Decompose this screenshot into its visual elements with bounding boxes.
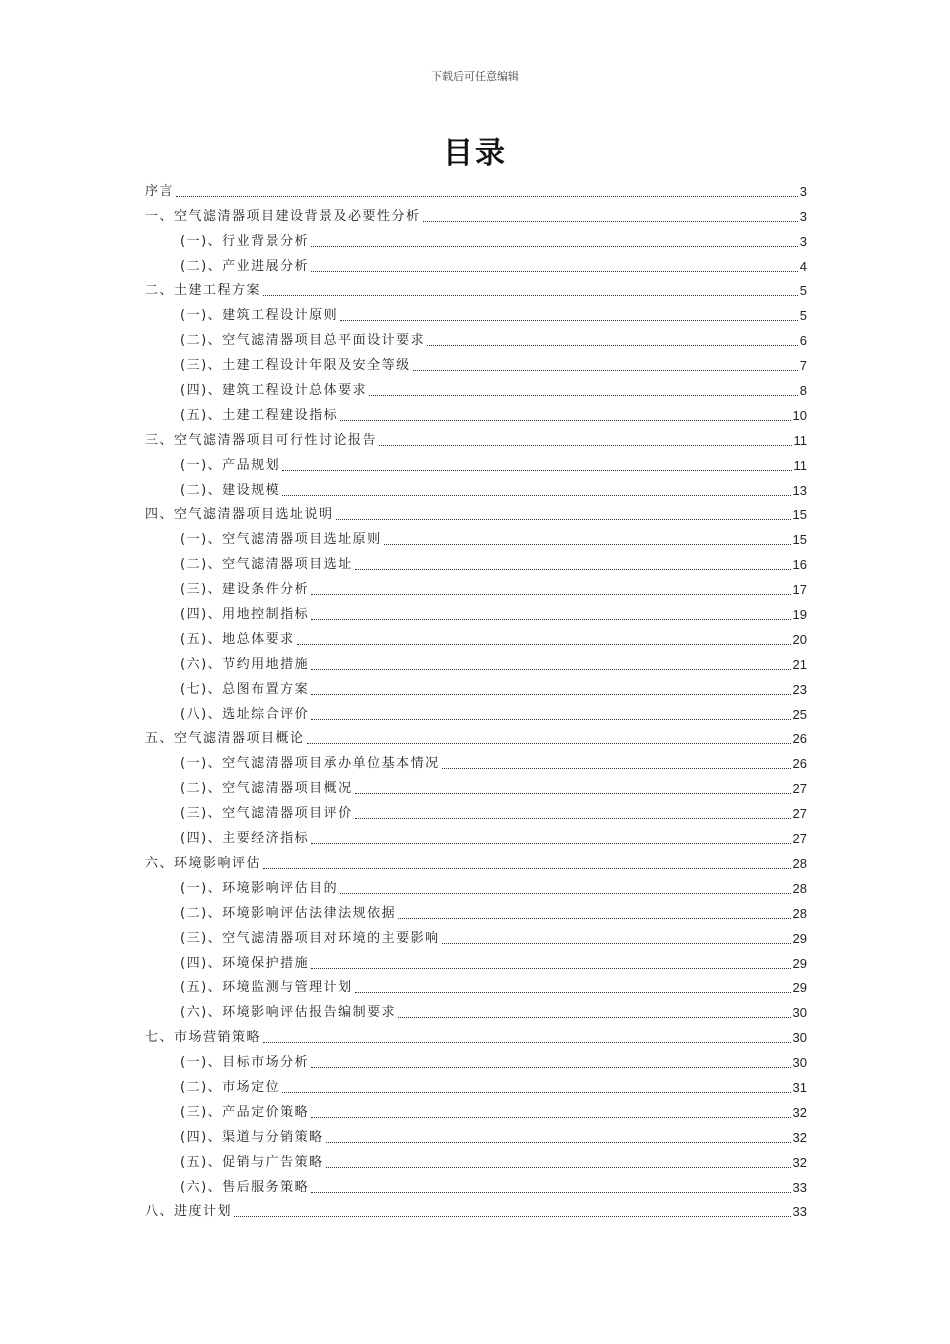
toc-entry-page: 4	[799, 258, 807, 274]
toc-entry-label: 五、空气滤清器项目概论	[145, 731, 305, 747]
toc-entry[interactable]	[145, 226, 807, 251]
toc-entry-label: (六)、售后服务策略	[180, 1179, 310, 1195]
toc-entry-page: 29	[792, 980, 807, 996]
toc-entry-label: (八)、选址综合评价	[180, 706, 310, 722]
toc-entry-page: 3	[799, 208, 807, 224]
toc-entry-page: 10	[792, 407, 807, 423]
toc-entry[interactable]	[145, 724, 807, 749]
toc-entry-page: 3	[799, 233, 807, 249]
toc-entry-page: 28	[792, 880, 807, 896]
toc-entry[interactable]	[145, 300, 807, 325]
toc-entry-page: 23	[792, 681, 807, 697]
toc-leader-dots	[311, 968, 790, 969]
toc-entry-label: (一)、空气滤清器项目选址原则	[180, 532, 382, 548]
toc-entry[interactable]	[145, 674, 807, 699]
toc-entry-label: (四)、渠道与分销策略	[180, 1129, 324, 1145]
toc-leader-dots	[297, 644, 791, 645]
toc-entry-page: 33	[792, 1204, 807, 1220]
toc-entry-label: 序言	[145, 183, 175, 199]
toc-entry[interactable]	[145, 873, 807, 898]
toc-entry[interactable]	[145, 973, 807, 998]
toc-entry-page: 33	[792, 1179, 807, 1195]
toc-entry[interactable]	[145, 1097, 807, 1122]
toc-entry-label: 三、空气滤清器项目可行性讨论报告	[145, 432, 378, 448]
toc-entry-page: 27	[792, 831, 807, 847]
toc-entry-label: 七、市场营销策略	[145, 1030, 262, 1046]
page-title: 目录	[443, 136, 507, 171]
toc-entry-page: 27	[792, 806, 807, 822]
toc-entry-label: (三)、土建工程设计年限及安全等级	[180, 358, 411, 374]
toc-entry-page: 26	[792, 756, 807, 772]
toc-leader-dots	[282, 1092, 790, 1093]
toc-entry[interactable]	[145, 997, 807, 1022]
toc-entry-page: 32	[792, 1129, 807, 1145]
toc-leader-dots	[326, 1142, 791, 1143]
toc-leader-dots	[263, 295, 798, 296]
toc-leader-dots	[311, 1117, 790, 1118]
toc-entry[interactable]	[145, 1022, 807, 1047]
toc-entry[interactable]	[145, 898, 807, 923]
toc-leader-dots	[442, 943, 791, 944]
toc-entry[interactable]	[145, 475, 807, 500]
toc-entry-page: 6	[799, 333, 807, 349]
toc-entry-label: 一、空气滤清器项目建设背景及必要性分析	[145, 208, 421, 224]
toc-entry-label: (二)、市场定位	[180, 1079, 281, 1095]
toc-leader-dots	[384, 544, 791, 545]
toc-entry[interactable]	[145, 325, 807, 350]
toc-entry-page: 30	[792, 1005, 807, 1021]
toc-entry-page: 13	[792, 482, 807, 498]
toc-entry[interactable]	[145, 1197, 807, 1222]
toc-leader-dots	[311, 594, 790, 595]
toc-entry-label: (一)、目标市场分析	[180, 1055, 310, 1071]
toc-entry-page: 11	[793, 457, 807, 473]
toc-entry-page: 32	[792, 1154, 807, 1170]
toc-entry-label: (二)、产业进展分析	[180, 258, 310, 274]
toc-entry-page: 28	[792, 855, 807, 871]
toc-leader-dots	[379, 445, 791, 446]
toc-leader-dots	[340, 420, 790, 421]
toc-entry-label: (六)、节约用地措施	[180, 656, 310, 672]
toc-leader-dots	[355, 992, 791, 993]
toc-leader-dots	[311, 1067, 790, 1068]
toc-entry-label: (五)、环境监测与管理计划	[180, 980, 353, 996]
toc-entry-page: 30	[792, 1055, 807, 1071]
toc-entry-page: 11	[793, 432, 807, 448]
toc-entry-page: 30	[792, 1030, 807, 1046]
toc-leader-dots	[282, 470, 791, 471]
toc-leader-dots	[413, 370, 798, 371]
toc-leader-dots	[326, 1167, 791, 1168]
toc-leader-dots	[398, 1017, 790, 1018]
toc-entry-page: 29	[792, 930, 807, 946]
toc-entry-label: (一)、空气滤清器项目承办单位基本情况	[180, 756, 440, 772]
toc-leader-dots	[263, 868, 791, 869]
toc-entry-page: 29	[792, 955, 807, 971]
toc-leader-dots	[307, 743, 791, 744]
toc-leader-dots	[311, 619, 790, 620]
toc-leader-dots	[369, 395, 798, 396]
toc-entry[interactable]	[145, 823, 807, 848]
toc-entry-page: 25	[792, 706, 807, 722]
toc-entry[interactable]	[145, 599, 807, 624]
toc-entry[interactable]	[145, 350, 807, 375]
toc-entry[interactable]	[145, 549, 807, 574]
toc-entry-label: (四)、主要经济指标	[180, 831, 310, 847]
toc-entry-label: (二)、空气滤清器项目总平面设计要求	[180, 333, 426, 349]
toc-entry-page: 26	[792, 731, 807, 747]
toc-leader-dots	[176, 196, 798, 197]
toc-entry-page: 20	[792, 631, 807, 647]
toc-entry-label: 四、空气滤清器项目选址说明	[145, 507, 334, 523]
toc-entry[interactable]	[145, 201, 807, 226]
toc-entry-label: (四)、建筑工程设计总体要求	[180, 383, 368, 399]
toc-entry-label: (五)、促销与广告策略	[180, 1154, 324, 1170]
toc-leader-dots	[311, 694, 790, 695]
toc-entry-page: 16	[792, 557, 807, 573]
toc-leader-dots	[311, 669, 790, 670]
toc-entry[interactable]	[145, 848, 807, 873]
toc-entry-label: (三)、空气滤清器项目评价	[180, 806, 353, 822]
toc-entry-label: (二)、环境影响评估法律法规依据	[180, 905, 397, 921]
toc-leader-dots	[234, 1216, 791, 1217]
toc-entry-label: (一)、建筑工程设计原则	[180, 308, 339, 324]
toc-entry[interactable]	[145, 1122, 807, 1147]
toc-entry-label: (二)、空气滤清器项目概况	[180, 781, 353, 797]
toc-entry[interactable]	[145, 773, 807, 798]
toc-entry-label: (三)、建设条件分析	[180, 582, 310, 598]
table-of-contents	[145, 176, 807, 1221]
toc-leader-dots	[355, 818, 791, 819]
toc-entry[interactable]	[145, 574, 807, 599]
toc-leader-dots	[340, 893, 790, 894]
toc-entry-label: (二)、空气滤清器项目选址	[180, 557, 353, 573]
toc-entry-page: 32	[792, 1104, 807, 1120]
toc-leader-dots	[355, 793, 791, 794]
toc-entry-page: 5	[799, 308, 807, 324]
header-note: 下载后可任意编辑	[431, 70, 519, 83]
toc-leader-dots	[311, 246, 798, 247]
toc-entry[interactable]	[145, 176, 807, 201]
toc-entry[interactable]	[145, 425, 807, 450]
toc-entry-label: 二、土建工程方案	[145, 283, 262, 299]
toc-entry-label: (四)、用地控制指标	[180, 607, 310, 623]
toc-entry[interactable]	[145, 649, 807, 674]
toc-entry[interactable]	[145, 1047, 807, 1072]
toc-entry-page: 19	[792, 607, 807, 623]
toc-entry-label: (五)、土建工程建设指标	[180, 407, 339, 423]
toc-entry[interactable]	[145, 923, 807, 948]
toc-leader-dots	[336, 519, 791, 520]
toc-entry-label: (二)、建设规模	[180, 482, 281, 498]
toc-entry-page: 28	[792, 905, 807, 921]
toc-entry-label: (一)、产品规划	[180, 457, 281, 473]
toc-entry-page: 3	[799, 183, 807, 199]
toc-leader-dots	[311, 843, 790, 844]
toc-entry-label: (三)、产品定价策略	[180, 1104, 310, 1120]
toc-leader-dots	[311, 271, 798, 272]
toc-entry[interactable]	[145, 748, 807, 773]
toc-entry[interactable]	[145, 1147, 807, 1172]
toc-entry-page: 27	[792, 781, 807, 797]
toc-entry[interactable]	[145, 251, 807, 276]
toc-entry-label: (三)、空气滤清器项目对环境的主要影响	[180, 930, 440, 946]
toc-entry[interactable]	[145, 450, 807, 475]
toc-entry-page: 15	[792, 532, 807, 548]
toc-leader-dots	[340, 320, 798, 321]
toc-entry-label: 六、环境影响评估	[145, 855, 262, 871]
toc-entry-label: (七)、总图布置方案	[180, 681, 310, 697]
toc-entry-page: 17	[792, 582, 807, 598]
toc-leader-dots	[311, 1192, 790, 1193]
toc-entry[interactable]	[145, 948, 807, 973]
toc-entry-label: (五)、地总体要求	[180, 631, 295, 647]
toc-entry-page: 5	[799, 283, 807, 299]
toc-entry[interactable]	[145, 699, 807, 724]
toc-entry[interactable]	[145, 500, 807, 525]
toc-leader-dots	[398, 918, 790, 919]
toc-entry-page: 21	[792, 656, 807, 672]
toc-entry[interactable]	[145, 624, 807, 649]
toc-entry-label: (六)、环境影响评估报告编制要求	[180, 1005, 397, 1021]
toc-entry[interactable]	[145, 276, 807, 301]
toc-leader-dots	[311, 719, 790, 720]
toc-entry[interactable]	[145, 400, 807, 425]
toc-leader-dots	[423, 221, 798, 222]
toc-entry-label: (一)、环境影响评估目的	[180, 880, 339, 896]
toc-leader-dots	[442, 768, 791, 769]
toc-entry[interactable]	[145, 1072, 807, 1097]
toc-entry-page: 8	[799, 383, 807, 399]
toc-entry[interactable]	[145, 524, 807, 549]
toc-entry-label: (四)、环境保护措施	[180, 955, 310, 971]
toc-entry-page: 15	[792, 507, 807, 523]
toc-leader-dots	[427, 345, 798, 346]
toc-entry-page: 7	[799, 358, 807, 374]
toc-entry-page: 31	[792, 1079, 807, 1095]
toc-entry[interactable]	[145, 375, 807, 400]
toc-leader-dots	[355, 569, 791, 570]
toc-entry[interactable]	[145, 798, 807, 823]
toc-leader-dots	[263, 1042, 791, 1043]
toc-entry-label: 八、进度计划	[145, 1204, 233, 1220]
toc-entry-label: (一)、行业背景分析	[180, 233, 310, 249]
toc-leader-dots	[282, 495, 790, 496]
toc-entry[interactable]	[145, 1172, 807, 1197]
